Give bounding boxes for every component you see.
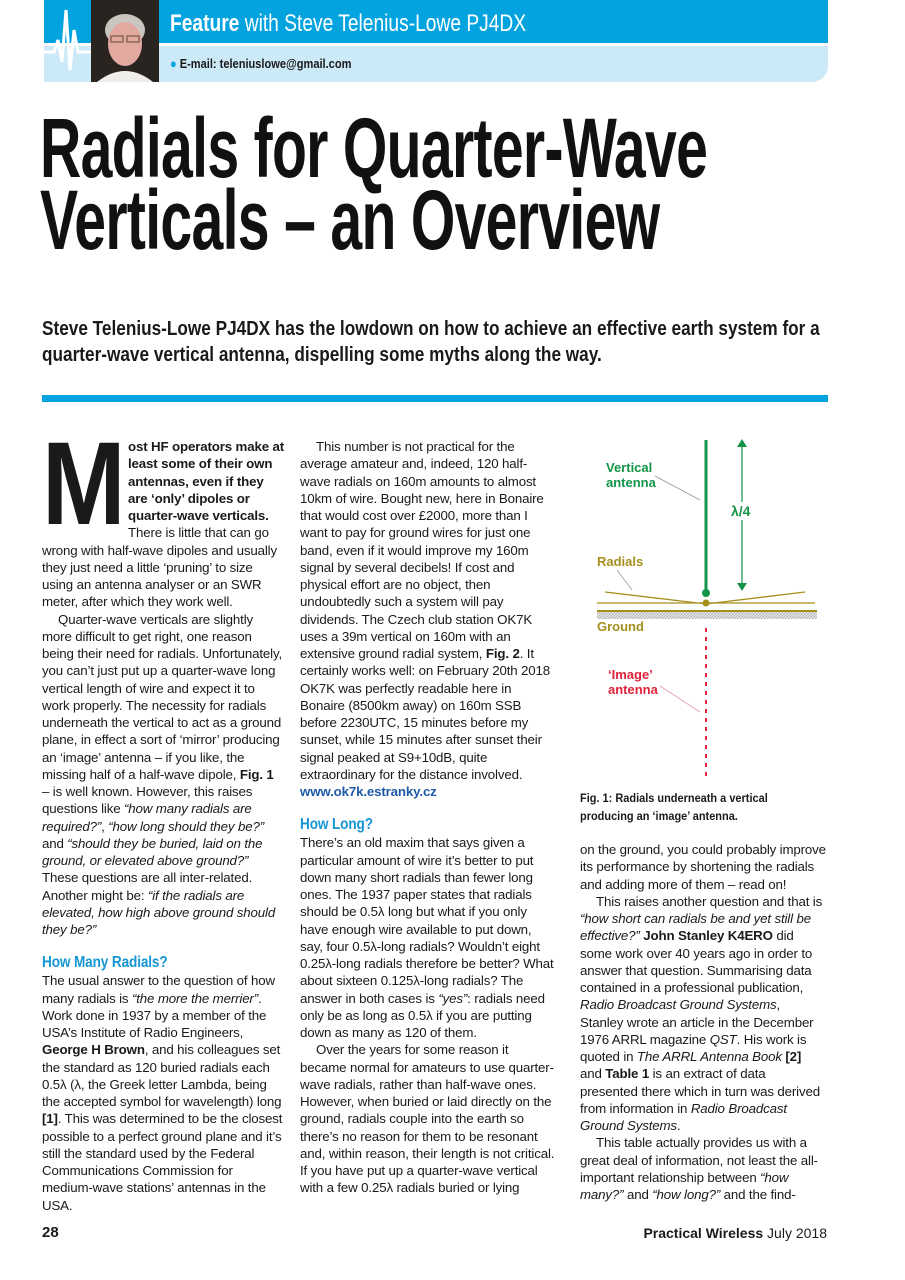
text-run: The usual answer to the question of how many radials is <box>42 973 275 1006</box>
text-run: “how many?” <box>580 1169 789 1202</box>
text-run: Fig. 2 <box>485 646 520 661</box>
text-run: There’s an old maxim that says given a particular amount of wire it’s better to put down many short radials than fewer long ones. The 1937 paper states that radials should be 0.5λ long but what if you only have enough wire available to put down, say, four 0.5λ-long radials? Wouldn’t eight 0.25λ-long radials therefore be better? What about sixteen 0.125λ-long radials? The answer in both cases is <box>300 835 554 1006</box>
text-run: . It certainly works well: on February 20th 2018 OK7K was perfectly readable here in Bonaire (8500km away) on 160m SSB before 2230UTC, 15 minutes before my sunset, while 15 minutes after sunset their signal peaked at S9+10dB, quite extraordinary for the distance involved. <box>300 646 551 782</box>
text-run: and <box>580 1066 606 1082</box>
email-banner <box>44 46 828 82</box>
text-run: Table 1 <box>605 1066 650 1082</box>
section-heading: How Many Radials? <box>42 954 168 972</box>
text-run: Fig. 1 <box>239 766 274 782</box>
magazine-name: Practical Wireless <box>643 1225 764 1241</box>
title-line-2: Verticals – an Overview <box>40 173 660 267</box>
text-run: Radio Broadcast Ground Systems <box>580 1100 787 1133</box>
text-run: “how many radials are required?” <box>42 801 252 834</box>
paragraph <box>42 418 285 611</box>
figure-caption: Fig. 1: Radials underneath a vertical producing an ‘image’ antenna. <box>580 791 768 823</box>
text-run: The ARRL Antenna Book <box>636 1049 782 1064</box>
ground-hatch <box>597 612 817 619</box>
section-heading: How Long? <box>300 816 373 834</box>
text-run: QST <box>709 1031 737 1047</box>
text-run: “how long?” <box>652 1187 721 1202</box>
text-run: Quarter-wave verticals are slightly more difficult to get right, one reason being their need for radials. Unfortunately, you can’t just put up a quarter-wave long vertical length of wire and expect it to work properly. The necessity for radials underneath the vertical to act as a ground plane, in effect a sort of ‘mirror’ producing an ‘image’ antenna – if you like, the missing half of a half-wave dipole, <box>42 611 283 782</box>
standfirst: Steve Telenius-Lowe PJ4DX has the lowdown on how to achieve an effective earth system for a quarter-wave vertical antenna, dispelling some myths along the way. <box>42 318 820 366</box>
text-run: “if the radials are elevated, how high above ground should they be?” <box>42 887 276 937</box>
web-link[interactable]: www.ok7k.estranky.cz <box>300 784 437 799</box>
paragraph <box>580 1134 826 1203</box>
text-run: George H Brown <box>42 1042 145 1058</box>
image-label-2: antenna <box>608 682 658 697</box>
vertical-label: Vertical <box>606 460 653 475</box>
text-run: Radio Broadcast Ground Systems <box>580 997 777 1013</box>
author-email[interactable] <box>170 56 351 71</box>
text-run: John Stanley K4ERO <box>643 928 773 944</box>
text-run: There is little that can go wrong with half-wave dipoles and usually they just need a little ‘pruning’ to size using an antenna analyser or an SWR meter, after which they work well. <box>42 525 277 610</box>
title-line-1: Radials for Quarter-Wave <box>40 101 708 195</box>
text-run: “how short can radials be and yet still be effective?” <box>580 911 811 944</box>
paragraph <box>580 841 826 893</box>
issue-date: July 2018 <box>763 1225 827 1241</box>
column-1 <box>42 418 285 1214</box>
text-run: . Work done in 1937 by a member of the USA’s Institute of Radio Engineers, <box>42 990 267 1040</box>
email-text[interactable]: E-mail: teleniuslowe@gmail.com <box>179 56 352 71</box>
paragraph <box>300 438 556 800</box>
author-photo <box>91 0 159 82</box>
text-run: : radials need only be as long as 0.5λ if you are putting down as many as 120 of them. <box>300 990 545 1040</box>
section-author: with Steve Telenius-Lowe PJ4DX <box>239 10 527 37</box>
text-run: ost HF operators make at least some of their own antennas, even if they are ‘only’ dipoles or quarter-wave verticals. <box>128 439 285 523</box>
column-3 <box>580 841 826 1203</box>
text-run: “yes” <box>438 990 468 1006</box>
text-run: [1] <box>42 1111 58 1127</box>
section-title <box>170 10 526 38</box>
text-run: . This was determined to be the closest possible to a perfect ground plane and it’s still the standard used by the Federal Communications Commission for medium-wave stations’ antennas in the USA. <box>42 1111 283 1213</box>
text-run: , Stanley wrote an article in the December 1976 ARRL magazine <box>580 997 814 1047</box>
text-run: “the more the merrier” <box>131 990 258 1006</box>
text-run: and <box>623 1187 653 1202</box>
column-2 <box>300 438 556 1197</box>
vertical-label-2: antenna <box>606 475 656 490</box>
bullet-icon: ● <box>170 56 180 71</box>
text-run: This raises another question and that is <box>596 893 823 909</box>
text-run: – is well known. However, this raises questions like <box>42 784 253 817</box>
text-run: These questions are all inter-related. Another might be: <box>42 870 253 903</box>
figure-1-diagram <box>580 420 830 790</box>
page-number: 28 <box>42 1224 59 1241</box>
text-run: [2] <box>785 1049 802 1064</box>
paragraph <box>580 893 826 1135</box>
divider <box>42 395 828 402</box>
paragraph <box>300 834 556 1041</box>
paragraph <box>42 972 284 1214</box>
text-run: did some work over 40 years ago in order to answer that question. Summarising data contained in a professional publication, <box>580 928 813 995</box>
footer-publication <box>643 1225 827 1241</box>
section-label: Feature <box>170 10 240 37</box>
text-run: on the ground, you could probably improve its performance by shortening the radials and adding more of them – read on! <box>580 842 826 892</box>
text-run: and <box>42 835 68 851</box>
text-run: Over the years for some reason it became normal for amateurs to use quarter-wave radials, rather than half-wave ones. However, when buried or laid directly on the ground, radials couple into the earth so there’s no reason for them to be resonant and, within reason, their length is not critical. If you have put up a quarter-wave vertical with a few 0.25λ radials buried or lying <box>300 1042 555 1196</box>
ground-label: Ground <box>597 619 644 634</box>
pulse-icon <box>44 0 92 82</box>
image-label: ‘Image’ <box>608 667 653 682</box>
radials-label: Radials <box>597 554 644 569</box>
lambda-label: λ/4 <box>731 503 751 519</box>
text-run: This table actually provides us with a great deal of information, not least the all-important relationship between <box>580 1135 818 1185</box>
text-run: . His work is quoted in <box>580 1031 807 1064</box>
text-run: “should they be buried, laid on the ground, or elevated above ground?” <box>42 835 263 868</box>
text-run: is an extract of data presented there which in turn was derived from information in <box>580 1066 820 1116</box>
text-run: “how long should they be?” <box>108 818 264 834</box>
feed-point <box>702 589 710 597</box>
article-title <box>40 101 708 267</box>
paragraph <box>300 1041 556 1196</box>
drop-cap: M <box>42 418 126 550</box>
text-run: . <box>676 1118 681 1133</box>
text-run: , and his colleagues set the standard as 120 buried radials each 0.5λ (λ, the Greek letter Lambda, being the accepted symbol for wavelength) long <box>42 1042 282 1109</box>
text-run: , <box>101 818 109 834</box>
text-run: and the find- <box>720 1187 796 1202</box>
text-run: This number is not practical for the average amateur and, indeed, 120 half-wave radials on 160m amounts to almost 10km of wire. Bought new, here in Bonaire that would cost over £2000, more than I want to pay for ground wires for just one band, even if it would improve my 160m signal by several decibels! If cost and physical effort are no object, then undoubtedly such a system will pay dividends. The Czech club station OK7K uses a 39m vertical on 160m with an extensive ground radial system, <box>300 439 544 661</box>
paragraph <box>42 611 284 939</box>
arrow-up-icon <box>737 439 747 447</box>
arrow-down-icon <box>737 583 747 591</box>
